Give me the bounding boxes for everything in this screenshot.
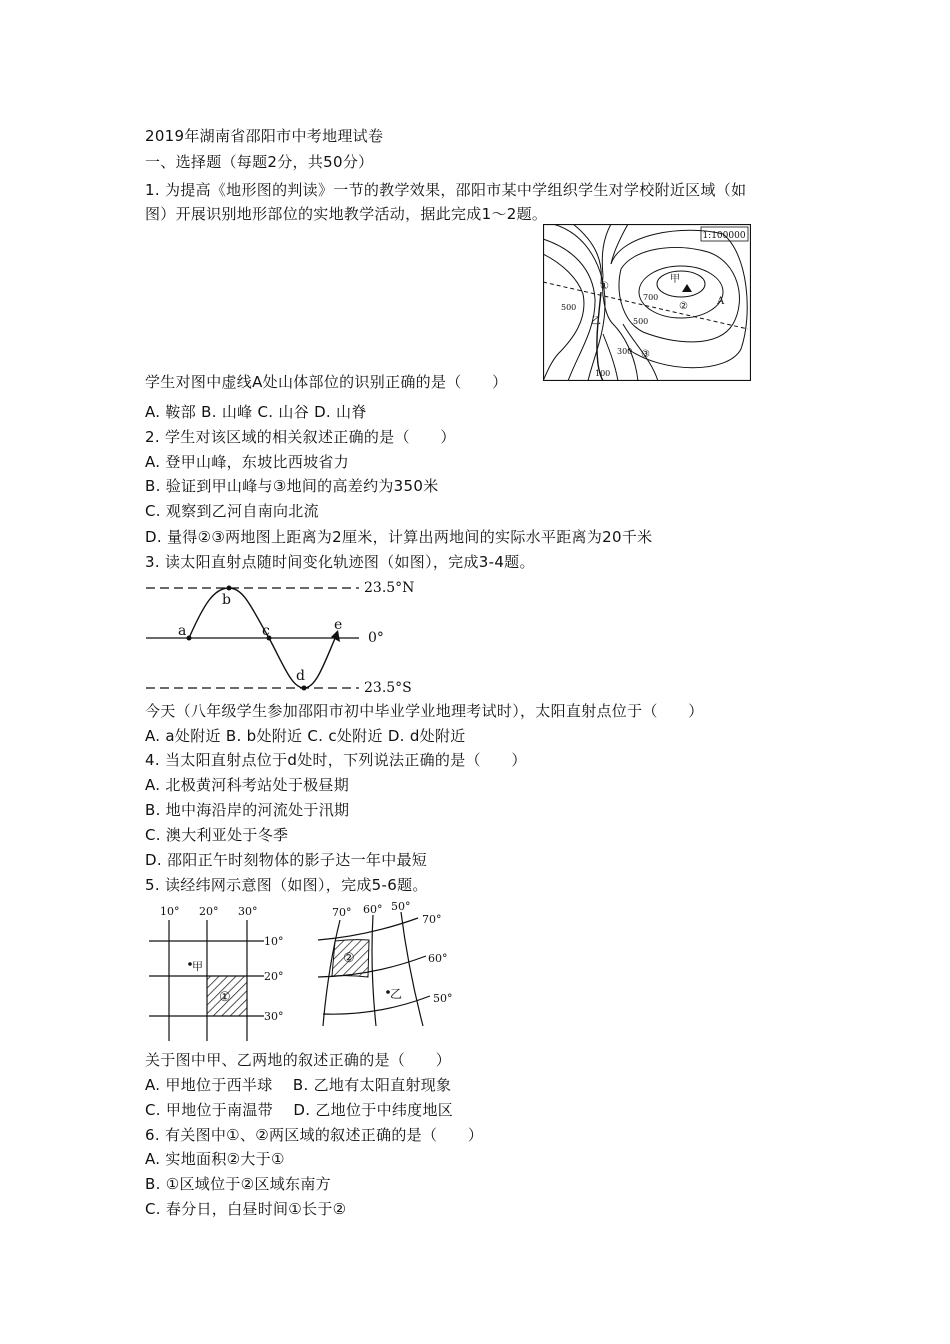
lat-10: 10° — [264, 935, 284, 948]
region-1: ① — [219, 990, 231, 1005]
q6-option-c: C. 春分日，白昼时间①长于② — [145, 1200, 347, 1218]
q2-option-d: D. 量得②③两地图上距离为2厘米，计算出两地间的实际水平距离为20千米 — [145, 528, 653, 546]
point-c: c — [262, 623, 270, 639]
q6-option-a: A. 实地面积②大于① — [145, 1150, 285, 1168]
point-a-label: A — [717, 296, 725, 307]
contour-500-left: 500 — [561, 303, 577, 312]
q5-options-row2: C. 甲地位于南温带 D. 乙地位于中纬度地区 — [145, 1101, 454, 1119]
q3-stem: 3. 读太阳直射点随时间变化轨迹图（如图），完成3-4题。 — [145, 553, 535, 571]
marker-1: ① — [600, 281, 609, 292]
lat-20: 20° — [264, 970, 284, 983]
q4-option-d: D. 邵阳正午时刻物体的影子达一年中最短 — [145, 851, 428, 869]
lat-30: 30° — [264, 1010, 284, 1023]
q1-stem-line1: 1. 为提高《地形图的判读》一节的教学效果，邵阳市某中学组织学生对学校附近区域（如 — [145, 181, 747, 199]
lon-30: 30° — [238, 905, 258, 918]
lat-60: 60° — [428, 952, 448, 965]
q5-stem: 5. 读经纬网示意图（如图），完成5-6题。 — [145, 876, 428, 894]
lat-23-5-n: 23.5°N — [364, 580, 415, 596]
lat-equator: 0° — [368, 630, 384, 646]
lon-10: 10° — [160, 905, 180, 918]
q3-options: A. a处附近 B. b处附近 C. c处附近 D. d处附近 — [145, 727, 466, 745]
q4-stem: 4. 当太阳直射点位于d处时，下列说法正确的是（ ） — [145, 751, 527, 769]
lon-70: 70° — [332, 906, 352, 919]
sun-trajectory-diagram — [144, 574, 424, 696]
q2-option-b: B. 验证到甲山峰与③地间的高差约为350米 — [145, 477, 439, 495]
marker-2: ② — [679, 301, 688, 312]
point-e: e — [334, 617, 343, 633]
lon-50: 50° — [391, 900, 411, 913]
contour-300: 300 — [617, 347, 633, 356]
q4-option-a: A. 北极黄河科考站处于极昼期 — [145, 776, 350, 794]
peak-label: 甲 — [670, 274, 680, 285]
graticule-left — [144, 898, 294, 1044]
q5-options-row1: A. 甲地位于西半球 B. 乙地有太阳直射现象 — [145, 1076, 452, 1094]
q3-question: 今天（八年级学生参加邵阳市初中毕业学业地理考试时），太阳直射点位于（ ） — [145, 702, 704, 720]
lon-20: 20° — [199, 905, 219, 918]
section-heading: 一、选择题（每题2分，共50分） — [145, 153, 374, 171]
map-scale: 1:100000 — [702, 231, 746, 241]
q5-question: 关于图中甲、乙两地的叙述正确的是（ ） — [145, 1051, 452, 1069]
place-yi: 乙 — [390, 987, 403, 1001]
lat-50: 50° — [433, 992, 453, 1005]
point-d: d — [296, 668, 305, 684]
graticule-right — [318, 898, 458, 1030]
q2-option-c: C. 观察到乙河自南向北流 — [145, 502, 319, 520]
page-title: 2019年湖南省邵阳市中考地理试卷 — [145, 127, 384, 145]
q4-option-b: B. 地中海沿岸的河流处于汛期 — [145, 801, 350, 819]
river-label: 乙 — [591, 316, 601, 327]
q1-stem-line2: 图）开展识别地形部位的实地教学活动，据此完成1～2题。 — [145, 205, 548, 223]
topographic-map — [543, 224, 751, 381]
q2-option-a: A. 登甲山峰，东坡比西坡省力 — [145, 453, 350, 471]
point-a: a — [178, 623, 187, 639]
region-2: ② — [343, 951, 355, 966]
q1-options: A. 鞍部 B. 山峰 C. 山谷 D. 山脊 — [145, 403, 367, 421]
lat-70: 70° — [422, 913, 442, 926]
q4-option-c: C. 澳大利亚处于冬季 — [145, 826, 289, 844]
q1-question: 学生对图中虚线A处山体部位的识别正确的是（ ） — [145, 373, 508, 391]
place-jia: 甲 — [192, 960, 203, 973]
q2-stem: 2. 学生对该区域的相关叙述正确的是（ ） — [145, 428, 456, 446]
contour-500-right: 500 — [633, 317, 649, 326]
lon-60: 60° — [363, 903, 383, 916]
q6-option-b: B. ①区域位于②区域东南方 — [145, 1175, 331, 1193]
q6-stem: 6. 有关图中①、②两区域的叙述正确的是（ ） — [145, 1126, 484, 1144]
marker-3: ③ — [641, 349, 650, 360]
contour-100: 100 — [595, 369, 611, 378]
contour-700: 700 — [643, 293, 659, 302]
lat-23-5-s: 23.5°S — [364, 680, 412, 696]
point-b: b — [222, 592, 231, 608]
